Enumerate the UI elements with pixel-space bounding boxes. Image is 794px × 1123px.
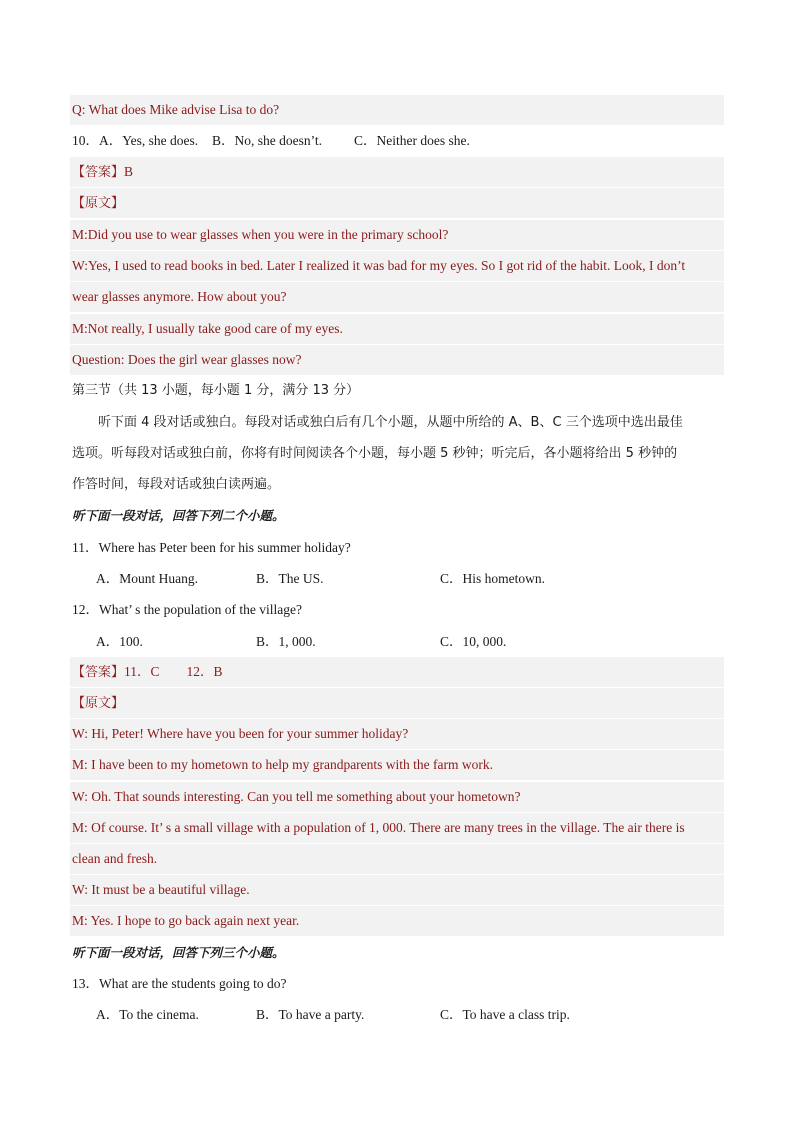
question-13-options [70,1000,724,1030]
question-13-option-a: A．To the cinema. [96,1007,199,1022]
transcript-line: M: Yes. I hope to go back again next year. [70,906,724,936]
answer-11-12 [70,657,724,687]
section-3-instruction: 作答时间，每段对话或独白读两遍。 [72,477,281,492]
question-13-option-c: C．To have a class trip. [440,1007,570,1022]
transcript-question: Question: Does the girl wear glasses now? [70,345,724,375]
transcript-line: W:Yes, I used to read books in bed. Later I realized it was bad for my eyes. So I got rid of the habit. Look, I don’t [70,251,724,281]
transcript-label: 【原文】 [72,196,125,211]
question-12-option-c: C．10, 000. [440,634,507,649]
question-11-option-a: A．Mount Huang. [96,571,198,586]
section-3-instruction: 选项。听每段对话或独白前，你将有时间阅读各个小题，每小题 5 秒钟；听完后，各小题将给出 5 秒钟的 [72,446,678,461]
question-12-option-a: A．100. [96,634,143,649]
question-10-option-b: B．No, she doesn’t. [212,133,322,148]
section-3-instruction: 听下面 4 段对话或独白。每段对话或独白后有几个小题，从题中所给的 A、B、C 三个选项中选出最佳 [98,415,683,430]
question-13-stem: 13．What are the students going to do? [72,976,287,991]
transcript-line: M:Did you use to wear glasses when you were in the primary school? [70,220,724,250]
previous-question-line: Q: What does Mike advise Lisa to do? [70,95,724,125]
question-10-option-c: C．Neither does she. [354,133,470,148]
answer-label: 【答案】 [72,665,125,680]
answer-value: B [124,164,134,179]
question-13-option-b: B．To have a party. [256,1007,365,1022]
question-12-stem: 12．What’ s the population of the village? [72,602,302,617]
transcript-line: W: Oh. That sounds interesting. Can you tell me something about your hometown? [70,782,724,812]
transcript-line: M: I have been to my hometown to help my grandparents with the farm work. [70,750,724,780]
transcript-line: W: Hi, Peter! Where have you been for your summer holiday? [70,719,724,749]
transcript-line: clean and fresh. [70,844,724,874]
transcript-label-11 [70,688,724,718]
question-10-number: 10． [72,133,99,148]
listen-instruction: 听下面一段对话，回答下列三个小题。 [72,945,285,960]
question-11-options [70,564,724,594]
transcript-line: wear glasses anymore. How about you? [70,282,724,312]
question-12-option-b: B．1, 000. [256,634,316,649]
question-10 [70,126,724,156]
question-12-options [70,627,724,657]
answer-10 [70,157,724,187]
transcript-line: W: It must be a beautiful village. [70,875,724,905]
question-11-option-b: B．The US. [256,571,324,586]
question-11-stem: 11．Where has Peter been for his summer holiday? [72,540,351,555]
question-11-option-c: C．His hometown. [440,571,546,586]
transcript-line: M:Not really, I usually take good care of my eyes. [70,314,724,344]
transcript-line: M: Of course. It’ s a small village with a population of 1, 000. There are many trees in the village. The air there is [70,813,724,843]
section-3-title: 第三节（共 13 小题，每小题 1 分，满分 13 分） [72,383,360,398]
question-10-option-a: A．Yes, she does. [99,133,199,148]
listen-instruction: 听下面一段对话，回答下列二个小题。 [72,508,285,523]
answer-label: 【答案】 [72,165,125,180]
transcript-label-10 [70,188,724,218]
answer-value: 11．C 12．B [124,664,223,679]
transcript-label: 【原文】 [72,696,125,711]
